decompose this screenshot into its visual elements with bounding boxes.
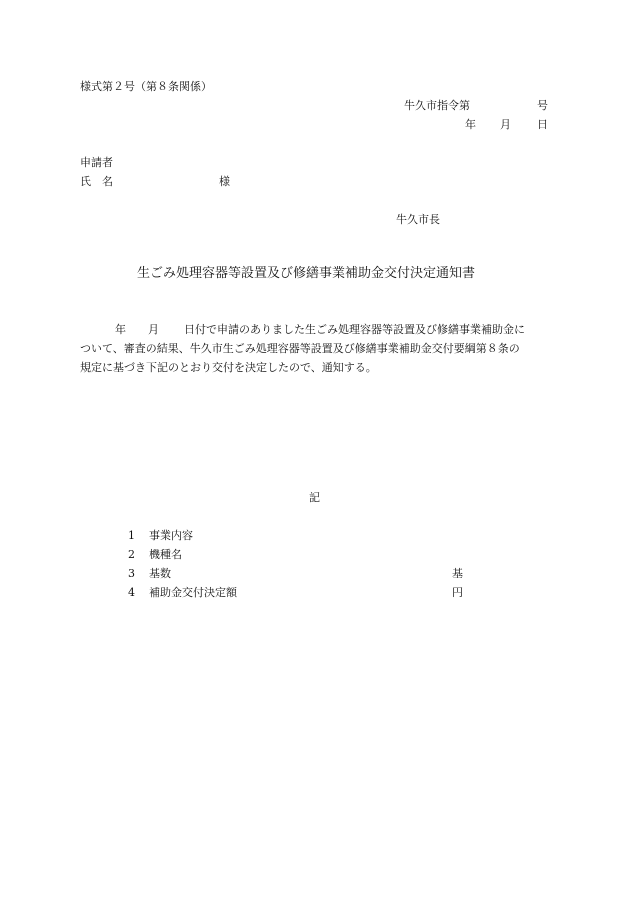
document-title: 生ごみ処理容器等設置及び修繕事業補助金交付決定通知書: [137, 266, 476, 281]
ki-heading: 記: [309, 491, 320, 504]
applicant-name-label: 氏 名: [80, 175, 113, 188]
ref-prefix: 牛久市指令第: [404, 99, 470, 112]
item-unit: 基: [452, 567, 463, 580]
applicant-label: 申請者: [80, 156, 113, 169]
item-unit: 円: [452, 586, 463, 599]
item-label: 基数: [149, 567, 171, 580]
form-label: 様式第２号（第８条関係）: [80, 80, 212, 93]
body-line3: 規定に基づき下記のとおり交付を決定したので、通知する。: [80, 361, 377, 374]
item-label: 機種名: [149, 548, 182, 561]
issuer: 牛久市長: [396, 213, 440, 226]
body-year: 年: [115, 323, 126, 336]
date-year: 年: [465, 118, 476, 131]
body-line2: ついて、審査の結果、牛久市生ごみ処理容器等設置及び修繕事業補助金交付要綱第８条の: [80, 342, 520, 355]
item-label: 補助金交付決定額: [149, 586, 237, 599]
item-number: 1: [128, 529, 135, 542]
body-line1: 日付で申請のありました生ごみ処理容器等設置及び修繕事業補助金に: [184, 323, 525, 336]
body-month: 月: [148, 323, 159, 336]
ref-suffix: 号: [537, 99, 548, 112]
item-label: 事業内容: [149, 529, 193, 542]
item-number: 3: [128, 567, 135, 580]
item-number: 4: [128, 586, 135, 599]
date-day: 日: [537, 118, 548, 131]
applicant-honorific: 様: [219, 175, 230, 188]
item-number: 2: [128, 548, 135, 561]
date-month: 月: [500, 118, 511, 131]
